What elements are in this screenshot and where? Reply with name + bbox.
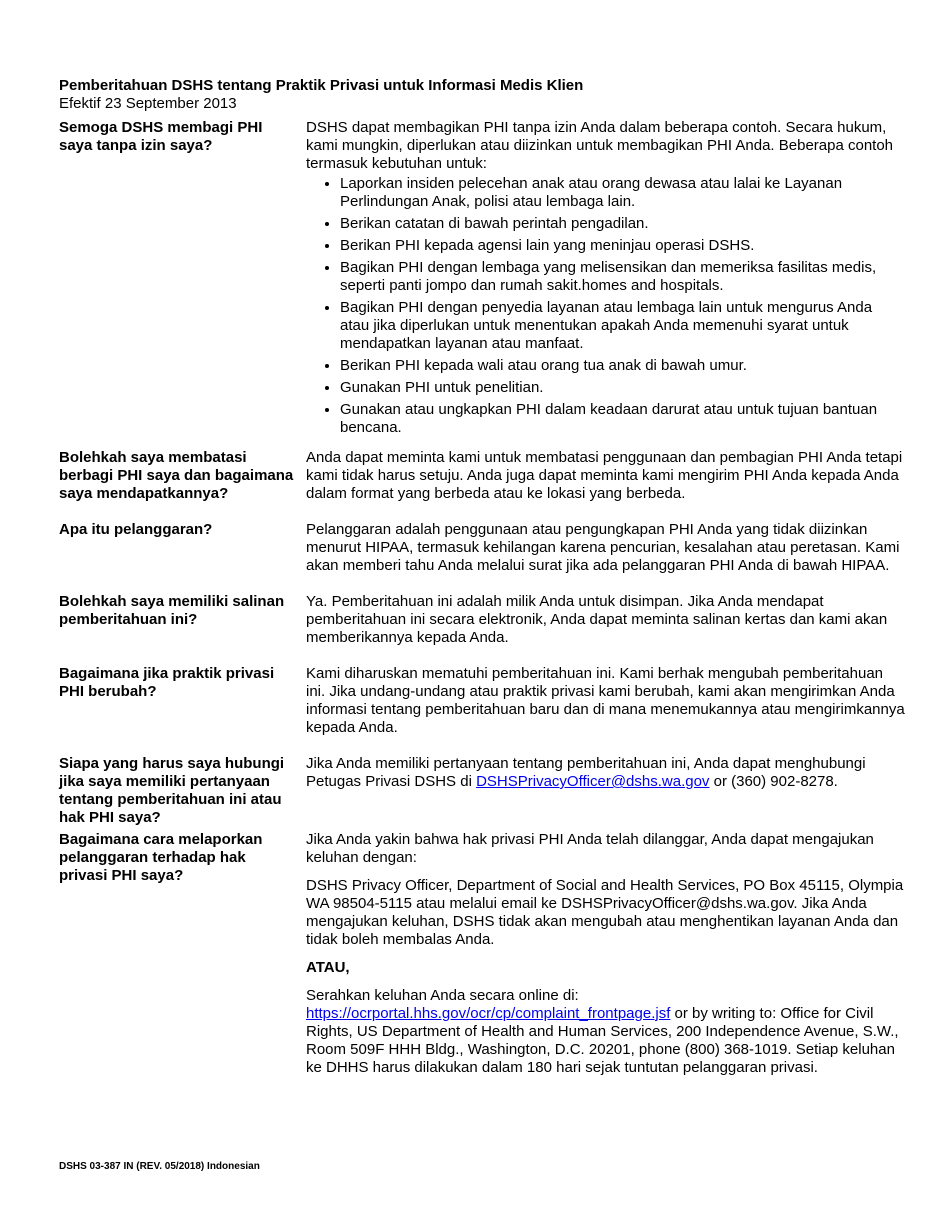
list-item: • Berikan PHI kepada agensi lain yang meninjau operasi DSHS.: [340, 237, 905, 255]
answer-text-phone: or (360) 902-8278.: [709, 773, 838, 790]
question: Bagaimana cara melaporkan pelanggaran terhadap hak privasi PHI saya?: [59, 831, 263, 884]
question: Semoga DSHS membagi PHI saya tanpa izin saya?: [59, 119, 263, 154]
answer-text: or by writing to: Office for Civil Rights, US Department of Health and Human Services, 200 Independence Avenue, S.W., Room 509F HHH Bldg., Washington, D.C. 20201, phone (800) 368-1019. Setiap keluhan ke DHHS harus dilakukan dalam 180 hari sejak tuntutan pelanggaran privasi.: [306, 1005, 899, 1076]
answer: Kami diharuskan mematuhi pemberitahuan ini. Kami berhak mengubah pemberitahuan ini. Jika undang-undang atau praktik privasi kami berubah, kami akan mengirimkan Anda informasi tentang pemberitahuan baru dan di mana menemukannya atau mengirimkannya kepada Anda.: [306, 665, 905, 736]
question: Bolehkah saya memiliki salinan pemberitahuan ini?: [59, 593, 285, 628]
question: Bolehkah saya membatasi berbagi PHI saya dan bagaimana saya mendapatkannya?: [59, 449, 294, 502]
form-number: DSHS 03-387 IN (REV. 05/2018) Indonesian: [59, 1161, 260, 1172]
section-breach: [59, 521, 905, 575]
answer: Ya. Pemberitahuan ini adalah milik Anda untuk disimpan. Jika Anda mendapat pemberitahuan ini secara elektronik, Anda dapat meminta salinan kertas dan kami akan memberikannya kepada Anda.: [306, 593, 888, 646]
answer-paragraph: Jika Anda yakin bahwa hak privasi PHI Anda telah dilanggar, Anda dapat mengajukan keluhan dengan:: [306, 831, 874, 866]
answer-text: Serahkan keluhan Anda secara online di:: [306, 987, 579, 1004]
answer-text: Jika Anda memiliki pertanyaan tentang pemberitahuan ini, Anda dapat menghubungi Petugas Privasi DSHS di: [306, 755, 866, 790]
answer: [306, 119, 905, 441]
answer: Anda dapat meminta kami untuk membatasi penggunaan dan pembagian PHI Anda tetapi kami tidak harus setuju. Anda juga dapat meminta kami mengirim PHI Anda kepada Anda dalam format yang berbeda atau ke lokasi yang berbeda.: [306, 449, 903, 502]
section-contact: [59, 755, 905, 827]
section-restrict-sharing: [59, 449, 905, 503]
question: Siapa yang harus saya hubungi jika saya memiliki pertanyaan tentang pemberitahuan ini atau hak PHI saya?: [59, 755, 285, 826]
section-practice-changes: [59, 665, 905, 737]
list-item: • Berikan PHI kepada wali atau orang tua anak di bawah umur.: [340, 357, 905, 375]
list-item: • Gunakan PHI untuk penelitian.: [340, 379, 905, 397]
list-item: • Bagikan PHI dengan lembaga yang melisensikan dan memeriksa fasilitas medis, seperti panti jompo dan rumah sakit.homes and hospitals.: [340, 259, 905, 295]
answer: [306, 831, 905, 1077]
page-title: Pemberitahuan DSHS tentang Praktik Privasi untuk Informasi Medis Klien: [59, 77, 584, 94]
question: Apa itu pelanggaran?: [59, 521, 213, 538]
effective-date: Efektif 23 September 2013: [59, 95, 237, 112]
answer: [306, 755, 905, 827]
document-page: [59, 77, 905, 1077]
list-item: • Gunakan atau ungkapkan PHI dalam keadaan darurat atau untuk tujuan bantuan bencana.: [340, 401, 905, 437]
list-item: • Laporkan insiden pelecehan anak atau orang dewasa atau lalai ke Layanan Perlindungan Anak, polisi atau lembaga lain.: [340, 175, 905, 211]
or-label: ATAU,: [306, 959, 350, 976]
list-item: • Berikan catatan di bawah perintah pengadilan.: [340, 215, 905, 233]
question: Bagaimana jika praktik privasi PHI berubah?: [59, 665, 275, 700]
examples-list: [306, 175, 905, 437]
ocr-portal-link[interactable]: https://ocrportal.hhs.gov/ocr/cp/complaint_frontpage.jsf: [306, 1005, 671, 1022]
online-complaint-paragraph: [306, 987, 905, 1077]
section-share-without-permission: [59, 119, 905, 441]
answer: Pelanggaran adalah penggunaan atau pengungkapan PHI Anda yang tidak diizinkan menurut HIPAA, termasuk kehilangan karena pencurian, kesalahan atau peretasan. Kami akan memberi tahu Anda melalui surat jika ada pelanggaran PHI Anda di bawah HIPAA.: [306, 521, 900, 574]
answer-intro: DSHS dapat membagikan PHI tanpa izin Anda dalam beberapa contoh. Secara hukum, kami mungkin, diperlukan atau diizinkan untuk membagikan PHI Anda. Beberapa contoh termasuk kebutuhan untuk:: [306, 119, 894, 172]
section-copy-of-notice: [59, 593, 905, 647]
privacy-officer-email-link[interactable]: DSHSPrivacyOfficer@dshs.wa.gov: [476, 773, 710, 790]
section-report-violation: [59, 831, 905, 1077]
list-item: • Bagikan PHI dengan penyedia layanan atau lembaga lain untuk mengurus Anda atau jika diperlukan untuk menentukan apakah Anda memenuhi syarat untuk mendapatkan layanan atau manfaat.: [340, 299, 905, 353]
privacy-officer-address: DSHS Privacy Officer, Department of Social and Health Services, PO Box 45115, Olympia WA 98504-5115 atau melalui email ke DSHSPrivacyOfficer@dshs.wa.gov. Jika Anda mengajukan keluhan, DSHS tidak akan mengubah atau menghentikan layanan Anda dan tidak boleh membalas Anda.: [306, 877, 904, 948]
